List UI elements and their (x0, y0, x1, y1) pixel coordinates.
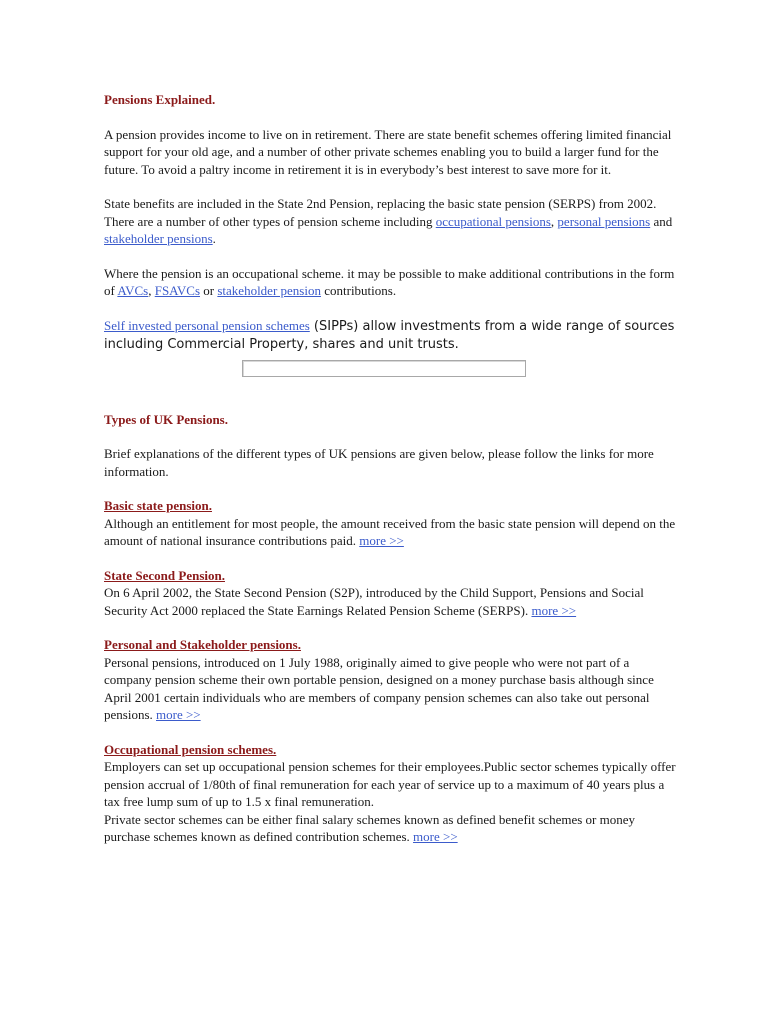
contributions-text: contributions. (320, 283, 397, 298)
stakeholder-pension-link[interactable]: stakeholder pension (217, 283, 321, 298)
section-state-second-pension (104, 567, 679, 620)
text-input-box[interactable] (242, 360, 526, 377)
section-basic-state-pension (104, 497, 679, 550)
more-link[interactable]: more >> (359, 533, 404, 548)
fsavcs-link[interactable]: FSAVCs (154, 283, 201, 298)
types-intro-paragraph: Brief explanations of the different types of UK pensions are given below, please follow the links for more information. (104, 446, 654, 479)
page-title: Pensions Explained. (104, 92, 216, 107)
sipps-paragraph (104, 317, 679, 354)
separator-text: , (550, 213, 558, 229)
section-body (104, 515, 679, 550)
section-body-text: Personal pensions, introduced on 1 July 1988, originally aimed to give people who were not part of a company pension scheme their own portable pension, designed on a money purchase basis although since April 2001 certain individuals who are members of company pension schemes can also take out personal pensions. (104, 654, 654, 722)
document-page (104, 91, 679, 846)
intro-paragraph: A pension provides income to live on in retirement. There are state benefit schemes offering limited financial support for your old age, and a number of other private schemes enabling you to build a larger fund for the future. To avoid a paltry income in retirement it is in everybody’s best interest to save more for it. (104, 126, 672, 177)
section-body-text: Although an entitlement for most people, the amount received from the basic state pension will depend on the amount of national insurance contributions paid. (104, 515, 676, 548)
section-body: Employers can set up occupational pension schemes for their employees.Public sector schemes typically offer pension accrual of 1/80th of final remuneration for each year of service up to a maximum of 40 years plus a tax free lump sum of up to 1.5 x final remuneration. (104, 759, 676, 809)
state-benefits-text: State benefits are included in the State 2nd Pension, replacing the basic state pension (SERPS) from 2002. There are a number of other types of pension scheme including (104, 196, 657, 229)
more-link[interactable]: more >> (531, 602, 577, 618)
section-title: Occupational pension schemes. (104, 741, 277, 757)
section-title: State Second Pension. (104, 567, 225, 583)
section-personal-stakeholder-pensions (104, 636, 679, 724)
section-title: Basic state pension. (104, 498, 212, 513)
stakeholder-pensions-link[interactable]: stakeholder pensions (104, 231, 213, 246)
occupational-scheme-text: Where the pension is an occupational scheme. it may be possible to make additional contributions in the form of (104, 265, 675, 298)
section-body-continued (104, 811, 679, 846)
section-body-text: On 6 April 2002, the State Second Pension (S2P), introduced by the Child Support, Pensions and Social Security Act 2000 replaced the State Earnings Related Pension Scheme (SERPS). (104, 585, 644, 618)
avcs-link[interactable]: AVCs (117, 283, 149, 298)
occupational-scheme-paragraph (104, 265, 679, 300)
occupational-pensions-link[interactable]: occupational pensions (435, 213, 551, 229)
section-occupational-pension-schemes (104, 741, 679, 846)
section-title: Personal and Stakeholder pensions. (104, 637, 301, 652)
state-benefits-paragraph (104, 195, 679, 248)
sipps-text: (SIPPs) allow investments from a wide range of sources including Commercial Property, shares and unit trusts. (104, 318, 675, 352)
end-punctuation: . (212, 231, 216, 246)
types-title: Types of UK Pensions. (104, 411, 228, 427)
section-body (104, 584, 679, 619)
separator-text: or (200, 283, 218, 298)
section-body-text: Private sector schemes can be either final salary schemes known as defined benefit schemes or money purchase schemes known as defined contribution schemes. (104, 811, 636, 844)
separator-text: and (650, 213, 673, 229)
more-link[interactable]: more >> (156, 707, 201, 722)
sipps-link[interactable]: Self invested personal pension schemes (104, 317, 310, 333)
personal-pensions-link[interactable]: personal pensions (557, 213, 651, 229)
separator-text: , (148, 283, 155, 298)
section-body (104, 654, 679, 724)
more-link[interactable]: more >> (413, 829, 458, 844)
